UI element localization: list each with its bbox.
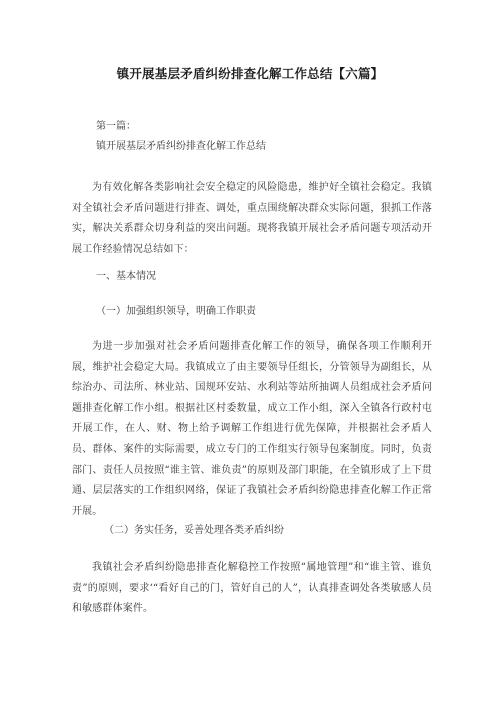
document-title: 镇开展基层矛盾纠纷排查化解工作总结【六篇】 <box>116 66 384 81</box>
subsection-2-body: 我镇社会矛盾纠纷隐患排查化解稳控工作按照“属地管理”和“谁主管、谁负责”的原则，要求‘“看好自己的门，管好自己的人”，认真排查调处各类敏感人员和敏感群体案件。 <box>72 562 432 615</box>
part-label: 第一篇： <box>96 121 136 132</box>
part-title: 镇开展基层矛盾纠纷排查化解工作总结 <box>96 141 266 152</box>
intro-paragraph: 为有效化解各类影响社会安全稳定的风险隐患，维护好全镇社会稳定。我镇对全镇社会矛盾问题进行排查、调处，重点围绕解决群众实际问题，狠抓工作落实，解决关系群众切身利益的突出问题。现将我镇开展社会矛盾问题专项活动开展工作经验情况总结如下： <box>72 182 432 255</box>
subsection-1-body: 为进一步加强对社会矛盾问题排查化解工作的领导，确保各项工作顺利开展，维护社会稳定大局。我镇成立了由主要领导任组长，分管领导为副组长，从综治办、司法所、林业站、国规环安站、水利站等站所抽调人员组成社会矛盾问题排查化解工作小组。根据社区村委数量，成立工作小组，深入全镇各行政村屯开展工作，在人、财、物上给予调解工作组进行优先保障，并根据社会矛盾人员、群体、案件的实际需要，成立专门的工作组实行领导包案制度。同时，负责部门、责任人员按照“谁主管、谁负责”的原则及部门职能，在全镇形成了上下贯通、层层落实的工作组织网络，保证了我镇社会矛盾纠纷隐患排查化解工作正常开展。 <box>72 341 432 517</box>
section-heading-basic: 一、基本情况 <box>96 271 156 282</box>
subsection-heading-1: （一）加强组织领导，明确工作职责 <box>96 306 256 317</box>
subsection-heading-2: （二）务实任务，妥善处理各类矛盾纠纷 <box>104 525 284 536</box>
